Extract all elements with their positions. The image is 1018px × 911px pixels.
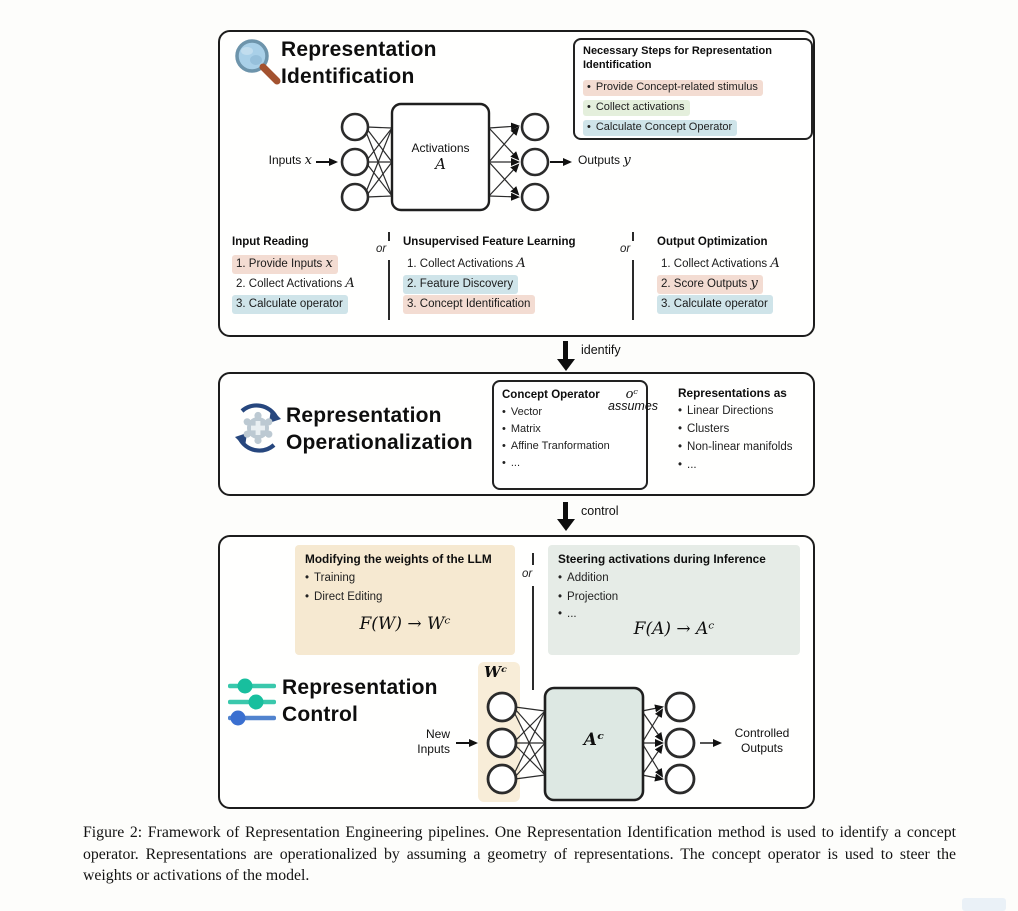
inputs-label: Inputs x	[268, 153, 312, 168]
control-divider	[532, 586, 534, 690]
outputs-var: y	[623, 153, 631, 168]
panel1-title-line1: Representation	[281, 38, 437, 61]
steps-box-title: Necessary Steps for Representation Identification	[583, 45, 772, 71]
steering-item-addition: • Addition	[558, 572, 790, 585]
inputs-var: x	[304, 153, 312, 168]
or-label-3: or	[522, 568, 533, 580]
column-divider-2	[632, 260, 634, 320]
weights-formula: F(W) → Wᶜ	[359, 614, 451, 634]
panel2-title	[286, 402, 473, 456]
representations-as-list	[678, 386, 813, 472]
reps-item-more: • ...	[678, 459, 813, 472]
panel1-title-line2: Identification	[281, 65, 415, 88]
controlled-outputs-label: Controlled Outputs	[734, 726, 790, 755]
identify-arrow	[563, 341, 568, 360]
w-c-label: Wᶜ	[484, 663, 508, 681]
figure-caption: Figure 2: Framework of Representation Engineering pipelines. One Representation Identification method is used to identify a concept operator. Representations are operationalized by assuming a geometry of representations. The concept operator is used to steer the weights or activations of the model.	[83, 824, 956, 884]
panel2-title-line1: Representation	[286, 404, 442, 427]
steering-item-more: • ...	[558, 608, 790, 621]
column-output-optimization: Output Optimization 1. Collect Activations A 2. Score Outputs y 3. Calculate operator	[657, 236, 812, 315]
necessary-steps-box	[573, 38, 813, 140]
weights-box-title: Modifying the weights of the LLM	[305, 552, 492, 566]
control-divider-top	[532, 553, 534, 565]
activations-label: Activations A	[392, 141, 489, 173]
steps-item-collect: • Collect activations	[583, 100, 690, 116]
steps-item-calculate: • Calculate Concept Operator	[583, 120, 737, 136]
operator-item-vector: • Vector	[502, 406, 638, 419]
concept-operator-title: Concept Operator	[502, 389, 600, 401]
operator-item-matrix: • Matrix	[502, 423, 638, 436]
reps-item-linear: • Linear Directions	[678, 405, 813, 418]
steering-box-title: Steering activations during Inference	[558, 552, 766, 566]
column1-title: Input Reading	[232, 236, 309, 248]
reps-item-manifolds: • Non-linear manifolds	[678, 441, 813, 454]
control-arrow-label: control	[581, 504, 619, 518]
column-unsupervised: Unsupervised Feature Learning 1. Collect Activations A 2. Feature Discovery 3. Concept Identification	[403, 236, 633, 315]
weights-item-editing: • Direct Editing	[305, 591, 505, 604]
concept-operator-symbol: oᶜ	[625, 387, 638, 402]
operationalization-cycle-gear-icon	[230, 400, 286, 456]
assumes-label: assumes	[608, 399, 659, 413]
concept-operator-box	[492, 380, 648, 490]
or-label-1: or	[376, 243, 387, 255]
corner-artifact	[962, 898, 1006, 911]
column-divider-1-top	[388, 232, 390, 241]
modifying-weights-box	[295, 545, 515, 655]
column-input-reading: Input Reading 1. Provide Inputs x 2. Collect Activations A 3. Calculate operator	[232, 236, 387, 315]
representations-as-title: Representations as	[678, 386, 787, 400]
steps-item-stimulus: • Provide Concept-related stimulus	[583, 80, 763, 96]
magnifier-icon	[230, 36, 284, 90]
weights-item-training: • Training	[305, 572, 505, 585]
steering-formula: F(A) → Aᶜ	[633, 619, 715, 639]
outputs-label: Outputs y	[578, 153, 631, 168]
panel3-title-line2: Control	[282, 703, 359, 726]
panel2-title-line2: Operationalization	[286, 431, 473, 454]
operator-item-more: • ...	[502, 457, 638, 470]
column2-title: Unsupervised Feature Learning	[403, 236, 576, 248]
column-divider-2-top	[632, 232, 634, 241]
a-c-label: Aᶜ	[583, 730, 605, 750]
steering-item-projection: • Projection	[558, 591, 790, 604]
or-label-2: or	[620, 243, 631, 255]
panel3-title	[282, 674, 438, 728]
control-arrow	[563, 502, 568, 520]
column-divider-1	[388, 260, 390, 320]
activations-var: A	[435, 155, 446, 173]
new-inputs-label: New Inputs	[417, 727, 450, 756]
panel3-title-line1: Representation	[282, 676, 438, 699]
sliders-icon	[228, 676, 276, 728]
operator-item-affine: • Affine Tranformation	[502, 440, 638, 453]
reps-item-clusters: • Clusters	[678, 423, 813, 436]
panel1-title	[281, 36, 437, 90]
identify-arrow-label: identify	[581, 343, 621, 357]
column3-title: Output Optimization	[657, 236, 768, 248]
steering-activations-box	[548, 545, 800, 655]
